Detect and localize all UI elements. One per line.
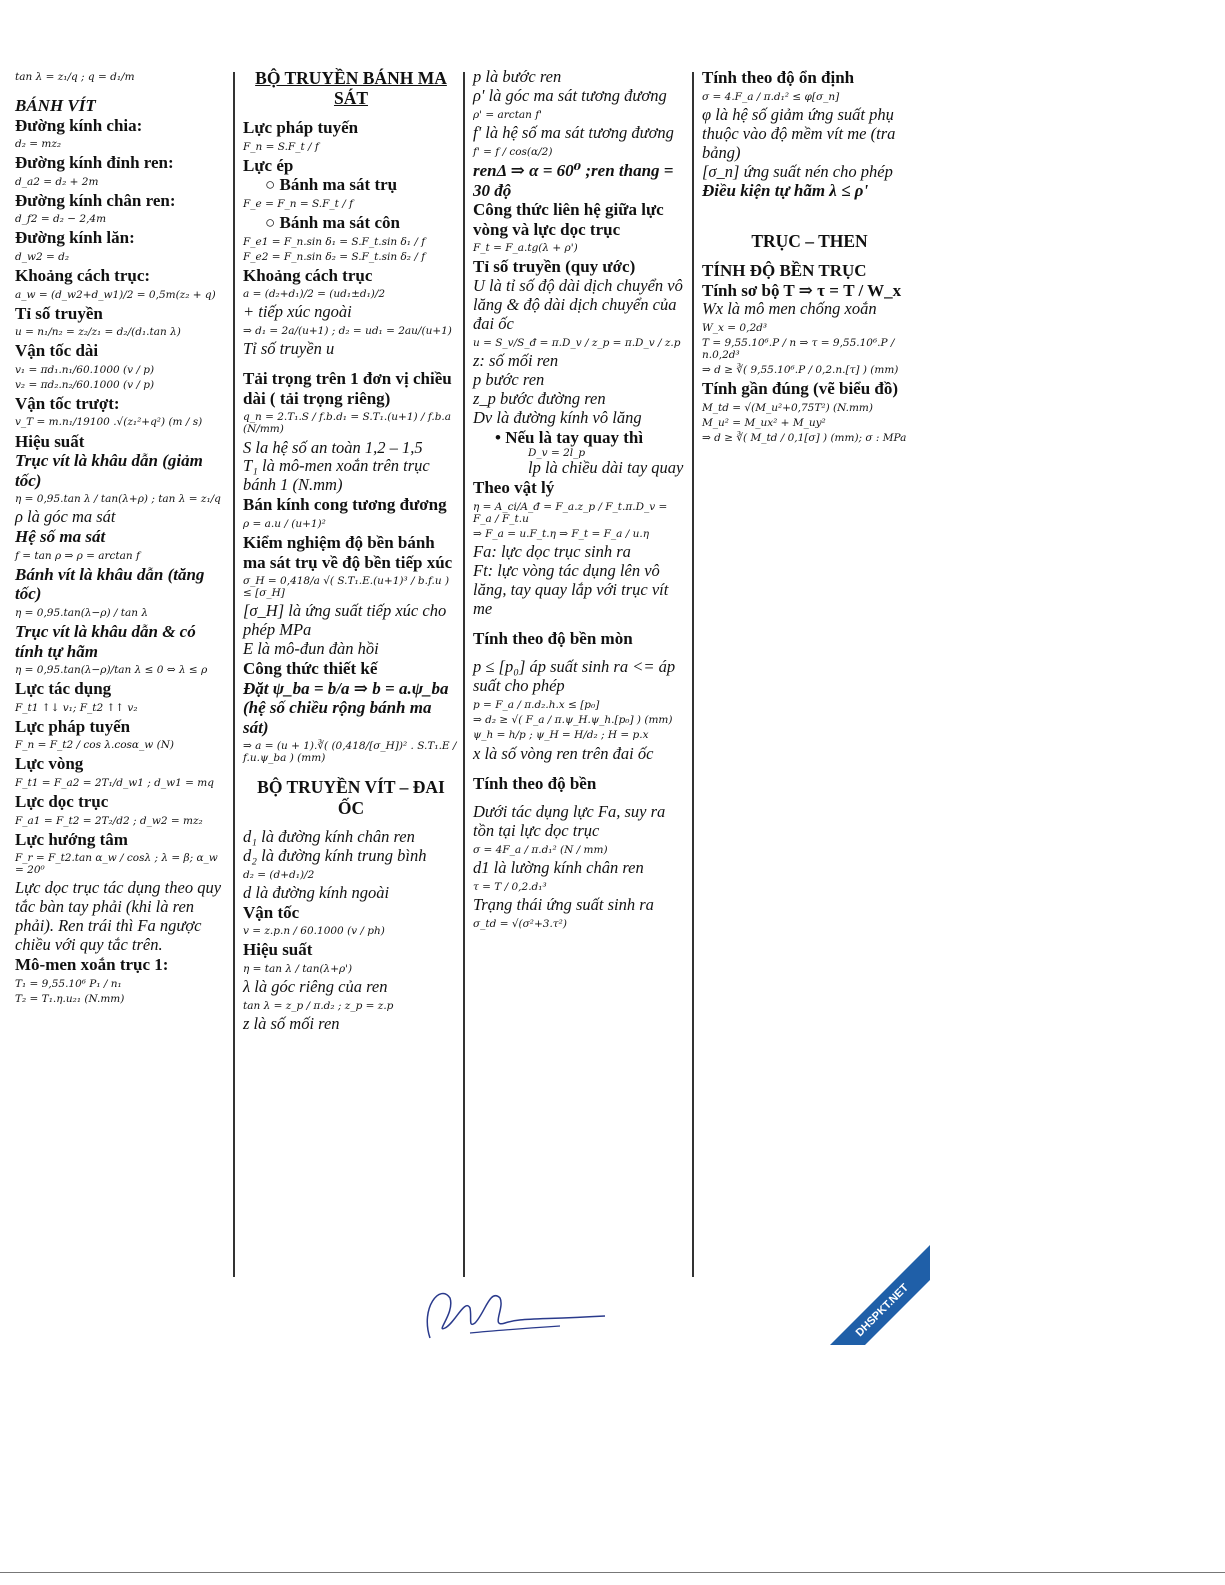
formula: F_e2 = F_n.sin δ₂ = S.F_t.sin δ₂ / f: [243, 250, 426, 263]
text-line: E là mô-đun đàn hồi: [243, 639, 379, 659]
heading: Tính gần đúng (vẽ biểu đồ): [702, 379, 899, 399]
column-2: [243, 68, 459, 1034]
spacer: [702, 251, 917, 261]
text-line: z_p bước đường ren: [473, 388, 606, 408]
text-line: Wx là mô men chống xoắn: [702, 299, 877, 319]
heading: Theo vật lý: [473, 478, 555, 498]
formula: ρ = a.u / (u+1)²: [243, 517, 326, 530]
column-3: [473, 68, 688, 933]
formula: d_a2 = d₂ + 2m: [15, 175, 99, 188]
formula: d₂ = (d+d₁)/2: [243, 868, 315, 881]
heading: Lực hướng tâm: [15, 829, 128, 849]
formula: u = n₁/n₂ = z₂/z₁ = d₂/(d₁.tan λ): [15, 326, 181, 339]
text-line: Dv là đường kính vô lăng: [473, 407, 642, 427]
formula: ⇒ d₂ ≥ √( F_a / π.ψ_H.ψ_h.[p₀] ) (mm): [473, 714, 673, 727]
column-1: [15, 68, 225, 1008]
formula: F_r = F_t2.tan α_w / cosλ ; λ = β; α_w = 20⁰: [15, 852, 218, 877]
formula: ⇒ d₁ = 2a/(u+1) ; d₂ = ud₁ = 2au/(u+1): [243, 325, 452, 338]
bold-italic-heading: Trục vít là khâu dẫn & có tính tự hãm: [15, 621, 196, 661]
formula: η = A_ci/A_đ = F_a.z_p / F_t.π.D_v = F_a / F_t.u: [473, 500, 668, 525]
text-line: Fa: lực dọc trục sinh ra: [473, 541, 631, 561]
text-line: z: số mối ren: [473, 350, 559, 370]
section-title: BỘ TRUYỀN BÁNH MA SÁT: [255, 68, 447, 109]
heading: Vận tốc trượt:: [15, 393, 120, 413]
heading: Tính theo độ ổn định: [702, 68, 855, 87]
heading: Công thức liên hệ giữa lực vòng và lực dọc trục: [473, 200, 664, 239]
formula: η = 0,95.tan(λ−ρ)/tan λ ≤ 0 ⇔ λ ≤ ρ: [15, 664, 208, 677]
formula: F_n = F_t2 / cos λ.cosα_w (N): [15, 739, 174, 752]
text-line: ρ là góc ma sát: [15, 507, 116, 527]
formula: d₂ = mz₂: [15, 138, 62, 151]
spacer: [243, 359, 459, 369]
formula: a = (d₂+d₁)/2 = (ud₁±d₁)/2: [243, 288, 386, 301]
watermark-stamp: [830, 1245, 930, 1345]
text-line: z là số mối ren: [243, 1013, 340, 1033]
heading: Lực ép: [243, 155, 294, 175]
stamp-text: DHSPKT.NET: [853, 1281, 911, 1340]
bold-italic-heading: BÁNH VÍT: [15, 96, 96, 116]
bold-italic-heading: Đặt ψ_ba = b/a ⇒ b = a.ψ_ba (hệ số chiều rộng bánh ma sát): [243, 678, 449, 737]
heading: Kiểm nghiệm độ bền bánh ma sát trụ về độ bền tiếp xúc: [243, 533, 453, 572]
formula: F_n = S.F_t / f: [243, 140, 319, 153]
heading: TÍNH ĐỘ BỀN TRỤC: [702, 261, 867, 281]
text-line: φ là hệ số giảm ứng suất phụ thuộc vào độ mềm vít me (tra bảng): [702, 104, 896, 162]
section-title: BỘ TRUYỀN VÍT – ĐAI ỐC: [257, 777, 445, 818]
formula: tan λ = z_p / π.d₂ ; z_p = z.p: [243, 999, 394, 1012]
bottom-rule: [0, 1572, 1225, 1573]
column-4: [702, 68, 917, 447]
text-line: Trạng thái ứng suất sinh ra: [473, 895, 654, 915]
formula: v₁ = πd₁.n₁/60.1000 (v / p): [15, 363, 155, 376]
formula: η = 0,95.tan(λ−ρ) / tan λ: [15, 606, 148, 619]
formula: σ = 4.F_a / π.d₁² ≤ φ[σ_n]: [702, 90, 840, 103]
bullet-subtext: lp là chiều dài tay quay: [528, 458, 684, 478]
text-line: + tiếp xúc ngoài: [243, 302, 352, 322]
text-line: d₂ là đường kính trung bình: [243, 845, 427, 865]
formula: T₂ = T₁.η.u₂₁ (N.mm): [15, 992, 125, 1005]
text-line: Dưới tác dụng lực Fa, suy ra tồn tại lực dọc trục: [473, 802, 666, 841]
heading: Lực vòng: [15, 754, 84, 774]
heading: Tỉ số truyền (quy ước): [473, 257, 636, 277]
formula: ⇒ d ≥ ∛( 9,55.10⁶.P / 0,2.n.[τ] ) (mm): [702, 364, 899, 377]
heading: Tải trọng trên 1 đơn vị chiều dài ( tải trọng riêng): [243, 369, 452, 408]
spacer: [473, 619, 688, 629]
bold-italic-heading: renΔ ⇒ α = 60⁰ ;ren thang = 30 độ: [473, 161, 674, 200]
spacer: [15, 86, 225, 96]
formula: η = 0,95.tan λ / tan(λ+ρ) ; tan λ = z₁/q: [15, 493, 221, 506]
heading: Vận tốc: [243, 902, 300, 922]
text-line: U là tỉ số độ dài dịch chuyển vô lăng & độ dài dịch chuyển của đai ốc: [473, 275, 683, 333]
heading: Tính sơ bộ T ⇒ τ = T / W_x: [702, 280, 902, 300]
formula: F_t1 ↑↓ v₁; F_t2 ↑↑ v₂: [15, 701, 138, 714]
formula: ρ' = arctan f': [473, 108, 543, 121]
formula: η = tan λ / tan(λ+ρ'): [243, 962, 353, 975]
formula: σ = 4F_a / π.d₁² (N / mm): [473, 843, 608, 856]
divider-1: [233, 72, 235, 1277]
text-line: S la hệ số an toàn 1,2 – 1,5: [243, 437, 423, 457]
formula: D_v = 2l_p: [528, 447, 586, 460]
text-line: λ là góc riêng của ren: [243, 976, 388, 996]
spacer: [243, 767, 459, 777]
text-line: Ft: lực vòng tác dụng lên vô lăng, tay quay lắp với trục vít me: [473, 560, 669, 618]
bold-italic-heading: Hệ số ma sát: [15, 527, 106, 547]
text-line: d1 là lường kính chân ren: [473, 858, 644, 878]
formula: p = F_a / π.d₂.h.x ≤ [p₀]: [473, 699, 600, 712]
divider-3: [692, 72, 694, 1277]
formula: a_w = (d_w2+d_w1)/2 = 0,5m(z₂ + q): [15, 288, 216, 301]
formula: d_f2 = d₂ − 2,4m: [15, 213, 107, 226]
heading: Lực pháp tuyến: [243, 118, 359, 138]
heading: Khoảng cách trục:: [15, 266, 151, 286]
formula: tan λ = z₁/q ; q = d₁/m: [15, 71, 135, 83]
formula: ⇒ a = (u + 1).∛( (0,418/[σ_H])² . S.T₁.E / f.u.ψ_ba ) (mm): [243, 740, 457, 765]
formula: f = tan ρ ⇒ ρ = arctan f: [15, 549, 140, 562]
formula: σ_td = √(σ²+3.τ²): [473, 918, 567, 931]
heading: Đường kính đỉnh ren:: [15, 153, 174, 173]
heading: Đường kính chia:: [15, 115, 143, 135]
section-title: TRỤC – THEN: [751, 231, 868, 252]
formula: F_t = F_a.tg(λ + ρ'): [473, 242, 578, 255]
formula: v = z.p.n / 60.1000 (v / ph): [243, 925, 385, 938]
heading: Lực dọc trục: [15, 791, 109, 811]
text-line: p ≤ [p₀] áp suất sinh ra <= áp suất cho phép: [473, 657, 676, 696]
formula: T₁ = 9,55.10⁶ P₁ / n₁: [15, 977, 122, 990]
bullet-item: ○ Bánh ma sát trụ: [265, 175, 398, 195]
formula: F_a1 = F_t2 = 2T₂/d2 ; d_w2 = mz₂: [15, 814, 203, 827]
formula: W_x = 0,2d³: [702, 322, 768, 335]
bold-italic-heading: Trục vít là khâu dẫn (giảm tốc): [15, 451, 203, 490]
text-line: p bước ren: [473, 369, 545, 389]
heading: Tính theo độ bền: [473, 773, 597, 793]
heading: Vận tốc dài: [15, 341, 99, 361]
formula: f' = f / cos(α/2): [473, 145, 553, 158]
formula: ψ_h = h/p ; ψ_H = H/d₂ ; H = p.x: [473, 729, 649, 742]
formula: ⇒ F_a = u.F_t.η ⇒ F_t = F_a / u.η: [473, 527, 649, 540]
heading: Hiệu suất: [15, 431, 85, 451]
bold-italic-heading: Bánh vít là khâu dẫn (tăng tốc): [15, 564, 205, 604]
heading: Mô-men xoắn trục 1:: [15, 955, 169, 975]
formula: M_td = √(M_u²+0,75T²) (N.mm): [702, 402, 873, 415]
heading: Đường kính chân ren:: [15, 190, 176, 210]
bullet-item: • Nếu là tay quay thì: [495, 427, 644, 447]
divider-2: [463, 72, 465, 1277]
text-line: Lực dọc trục tác dụng theo quy tắc bàn tay phải (khi là ren phải). Ren trái thì Fa ngược chiều với quy tắc trên.: [15, 878, 222, 955]
bold-italic-heading: Điều kiện tự hãm λ ≤ ρ': [702, 181, 869, 201]
formula: v_T = m.n₁/19100 .√(z₁²+q²) (m / s): [15, 416, 203, 429]
heading: Hiệu suất: [243, 940, 313, 960]
heading: Tỉ số truyền: [15, 303, 103, 323]
spacer: [243, 108, 459, 118]
formula: F_e = F_n = S.F_t / f: [243, 197, 354, 210]
formula: ⇒ d ≥ ∛( M_td / 0,1[σ] ) (mm); σ : MPa: [702, 432, 907, 445]
heading: Tính theo độ bền mòn: [473, 628, 633, 648]
text-line: x là số vòng ren trên đai ốc: [473, 743, 654, 763]
formula: F_t1 = F_a2 = 2T₁/d_w1 ; d_w1 = mq: [15, 776, 214, 789]
text-line: [σ_n] ứng suất nén cho phép: [702, 161, 893, 181]
heading: Đường kính lăn:: [15, 228, 135, 248]
bullet-item: ○ Bánh ma sát côn: [265, 213, 400, 233]
text-line: T₁ là mô-men xoắn trên trục bánh 1 (N.mm): [243, 456, 430, 495]
heading: Công thức thiết kế: [243, 659, 378, 679]
spacer: [702, 201, 917, 231]
formula: v₂ = πd₂.n₂/60.1000 (v / p): [15, 378, 155, 391]
formula: u = S_v/S_đ = π.D_v / z_p = π.D_v / z.p: [473, 336, 681, 349]
formula: M_u² = M_ux² + M_uy²: [702, 417, 826, 430]
spacer: [473, 764, 688, 774]
signature-image: [410, 1278, 610, 1348]
heading: Bán kính cong tương đương: [243, 495, 447, 515]
formula: τ = T / 0,2.d₁³: [473, 881, 547, 894]
formula: F_e1 = F_n.sin δ₁ = S.F_t.sin δ₁ / f: [243, 235, 426, 248]
text-line: ρ' là góc ma sát tương đương: [473, 85, 667, 105]
heading: Khoảng cách trục: [243, 265, 373, 285]
text-line: Tỉ số truyền u: [243, 339, 335, 359]
heading: Lực pháp tuyến: [15, 716, 131, 736]
formula: σ_H = 0,418/a √( S.T₁.E.(u+1)³ / b.f.u ) ≤ [σ_H]: [243, 575, 450, 600]
formula: T = 9,55.10⁶.P / n ⇒ τ = 9,55.10⁶.P / n.0,2d³: [702, 337, 895, 362]
text-line: f' là hệ số ma sát tương đương: [473, 123, 674, 142]
text-line: d là đường kính ngoài: [243, 882, 390, 902]
heading: Lực tác dụng: [15, 679, 112, 699]
text-line: p là bước ren: [473, 67, 562, 86]
formula: d_w2 = d₂: [15, 250, 70, 263]
text-line: [σ_H] là ứng suất tiếp xúc cho phép MPa: [243, 601, 447, 640]
text-line: d₁ là đường kính chân ren: [243, 826, 415, 846]
formula: q_n = 2.T₁.S / f.b.d₁ = S.T₁.(u+1) / f.b.a (N/mm): [243, 411, 452, 436]
